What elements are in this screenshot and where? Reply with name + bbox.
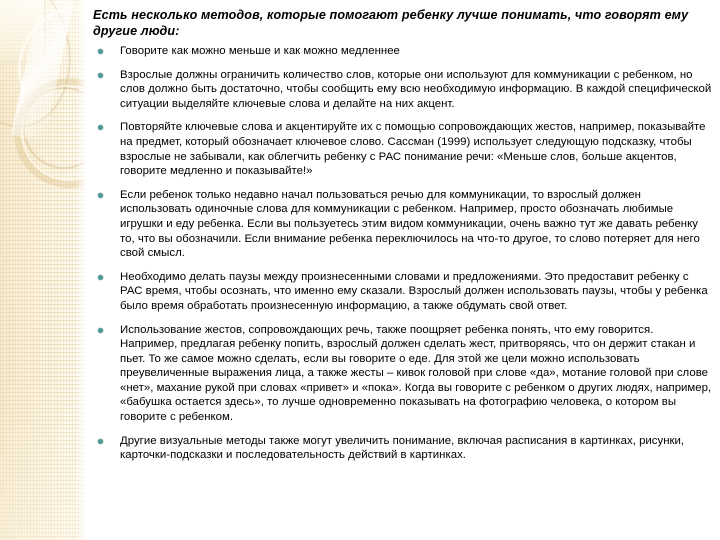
slide-content [93,8,713,463]
list-item [93,188,713,261]
list-item-text: Другие визуальные методы также могут увеличить понимание, включая расписания в картинках, рисунки, карточки-подсказки и последовательность действий в картинках. [120,434,685,462]
list-item [93,323,713,425]
list-item-text: Взрослые должны ограничить количество слов, которые они используют для коммуникации с ребенком, но слов должно быть достаточно, чтобы сообщить ему всю необходимую информацию. В каждой специфической ситуации выделяйте ключевые слова и делайте на них акцент. [120,68,712,110]
list-item [93,120,713,178]
list-item-text: Необходимо делать паузы между произнесенными словами и предложениями. Это предоставит ребенку с РАС время, чтобы осознать, что именно ему сказали. Взрослый должен использовать паузы, чтобы у ребенка было время обработать произнесенную информацию, а также обдумать свой ответ. [120,270,708,312]
bullet-dot-icon [98,49,103,54]
list-item [93,270,713,314]
bullet-dot-icon [98,73,103,78]
list-item [93,44,713,59]
page-title: Есть несколько методов, которые помогают ребенку лучше понимать, что говорят ему другие люди: [93,8,689,38]
list-item-text: Говорите как можно меньше и как можно медленнее [120,45,400,57]
list-item [93,68,713,112]
bullet-dot-icon [98,193,103,198]
list-item-text: Если ребенок только недавно начал пользоваться речью для коммуникации, то взрослый должен использовать одиночные слова для коммуникации с ребенком. Например, просто обозначать любимые игрушки и еду ребенка. Если вы пользуетесь этим видом коммуникации, очень важно тут же давать ребенку то, что вы обозначили. Если внимание ребенка переключилось на что-то другое, то слово потеряет для него свой смысл. [120,188,700,260]
list-item-text: Повторяйте ключевые слова и акцентируйте их с помощью сопровождающих жестов, например, показывайте на предмет, который обозначает ключевое слово. Сассман (1999) использует следующую подсказку, чтобы взрослые не забывали, как облегчить ребенку с РАС понимание речи: «Меньше слов, больше акцентов, говорите медленно и показывайте!» [120,121,706,178]
side-band-edge-fade [76,0,86,540]
list-item-text: Использование жестов, сопровождающих речь, также поощряет ребенка понять, что ему говорится. Например, предлагая ребенку попить, взрослый должен сделать жест, притворяясь, что он держит стакан и пьет. То же самое можно сделать, если вы говорите о еде. Для этой же цели можно использовать преувеличенные выражения лица, а также жесты – кивок головой при слове «да», мотание головой при слове «нет», махание рукой при словах «привет» и «пока». Когда вы говорите с ребенком о других людях, например, «бабушка остается здесь», то лучше одновременно показывать на фотографию человека, о котором вы говорите с ребенком. [120,323,712,424]
bullet-dot-icon [98,125,103,130]
bullet-dot-icon [98,328,103,333]
bullet-dot-icon [98,275,103,280]
bullet-list [93,44,713,463]
decorative-side-band [0,0,86,540]
bullet-dot-icon [98,439,103,444]
list-item [93,434,713,463]
